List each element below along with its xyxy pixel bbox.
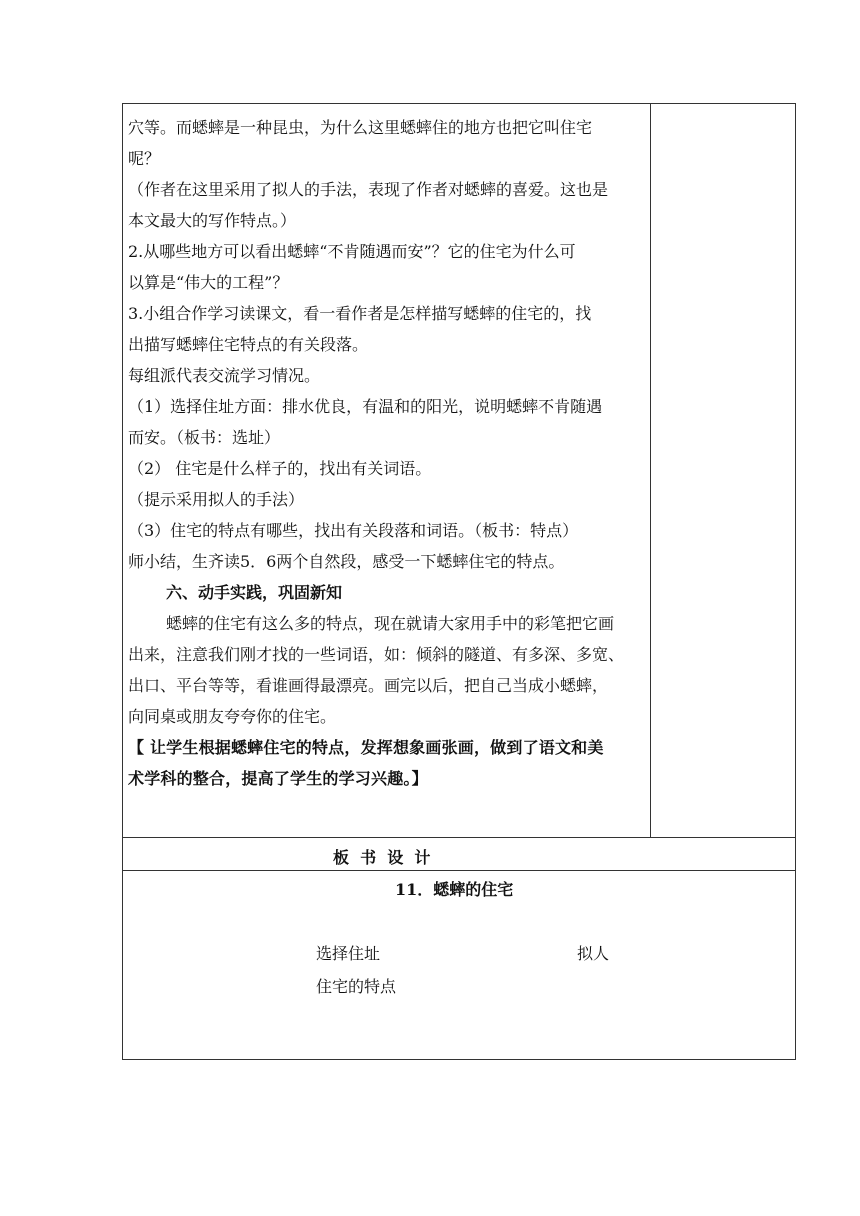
lesson-line: （1）选择住址方面：排水优良，有温和的阳光，说明蟋蟀不肯随遇 <box>128 397 603 416</box>
teaching-note: 术学科的整合，提高了学生的学习兴趣。】 <box>128 769 428 788</box>
lesson-line: 出描写蟋蟀住宅特点的有关段落。 <box>128 335 369 354</box>
activity-line: 出来，注意我们刚才找的一些词语，如：倾斜的隧道、有多深、多宽、 <box>128 645 625 664</box>
activity-line: 蟋蟀的住宅有这么多的特点，现在就请大家用手中的彩笔把它画 <box>166 614 615 633</box>
activity-line: 出口、平台等等，看谁画得最漂亮。画完以后，把自己当成小蟋蟀， <box>128 676 609 695</box>
lesson-line: 穴等。而蟋蟀是一种昆虫，为什么这里蟋蟀住的地方也把它叫住宅 <box>128 118 593 137</box>
lesson-line: （作者在这里采用了拟人的手法，表现了作者对蟋蟀的喜爱。这也是 <box>128 180 609 199</box>
lesson-line: （3）住宅的特点有哪些，找出有关段落和词语。（板书：特点） <box>128 521 579 540</box>
lesson-line: 2.从哪些地方可以看出蟋蟀“不肯随遇而安”？它的住宅为什么可 <box>128 242 576 261</box>
lesson-line: 本文最大的写作特点。） <box>128 211 297 230</box>
lesson-line: 每组派代表交流学习情况。 <box>128 366 321 385</box>
lesson-line: 呢？ <box>128 149 161 168</box>
activity-line: 向同桌或朋友夸夸你的住宅。 <box>128 707 337 726</box>
board-item-personification: 拟人 <box>577 944 610 963</box>
lesson-line: 而安。（板书：选址） <box>128 428 281 447</box>
lesson-line: （2） 住宅是什么样子的，找出有关词语。 <box>128 459 432 478</box>
lesson-table: 穴等。而蟋蟀是一种昆虫，为什么这里蟋蟀住的地方也把它叫住宅 呢？ （作者在这里采用了拟人的手法，表现了作者对蟋蟀的喜爱。这也是 本文最大的写作特点。） 2.从哪些地方可以看出蟋蟀“不肯随遇而安”？它的住宅为什么可 以算是“伟大的工程”？ 3.小组合作学习读课文，看一看作者是怎样描写蟋蟀的住宅的，找 出描写蟋蟀住宅特点的有关段落。 每组派代表交流学习情况。 （1）选择住址方面：排水优良，有温和的阳光，说明蟋蟀不肯随遇 而安。（板书：选址） （2） 住宅是什么样子的，找出有关词语。 （提示采用拟人的手法） （3）住宅的特点有哪些，找出有关段落和词语。（板书：特点） 师小结，生齐读5．6两个自然段，感受一下蟋蟀住宅的特点。 六、动手实践，巩固新知 蟋蟀的住宅有这么多的特点，现在就请大家用手中的彩笔把它画 出来，注意我们刚才找的一些词语，如：倾斜的隧道、有多深、多宽、 出口、平台等等，看谁画得最漂亮。画完以后，把自己当成小蟋蟀， 向同桌或朋友夸夸你的住宅。 【 让学生根据蟋蟀住宅的特点，发挥想象画张画，做到了语文和美 术学科的整合，提高了学生的学习兴趣。】 板 书 设 计 11．蟋蟀的住宅 选择住址 拟人 住宅的特点 <box>122 103 796 1060</box>
board-item-select-address: 选择住址 <box>316 944 381 963</box>
lesson-line: 3.小组合作学习读课文，看一看作者是怎样描写蟋蟀的住宅的，找 <box>128 304 592 323</box>
column-divider <box>650 104 651 837</box>
section-heading: 六、动手实践，巩固新知 <box>166 583 343 602</box>
lesson-line: 以算是“伟大的工程”？ <box>128 273 289 292</box>
row-divider <box>123 870 795 871</box>
row-divider <box>123 837 795 838</box>
board-item-house-features: 住宅的特点 <box>316 977 397 996</box>
lesson-line: （提示采用拟人的手法） <box>128 490 305 509</box>
lesson-content <box>128 112 646 794</box>
teaching-note: 【 让学生根据蟋蟀住宅的特点，发挥想象画张画，做到了语文和美 <box>128 738 604 757</box>
lesson-line: 师小结，生齐读5．6两个自然段，感受一下蟋蟀住宅的特点。 <box>128 552 565 571</box>
